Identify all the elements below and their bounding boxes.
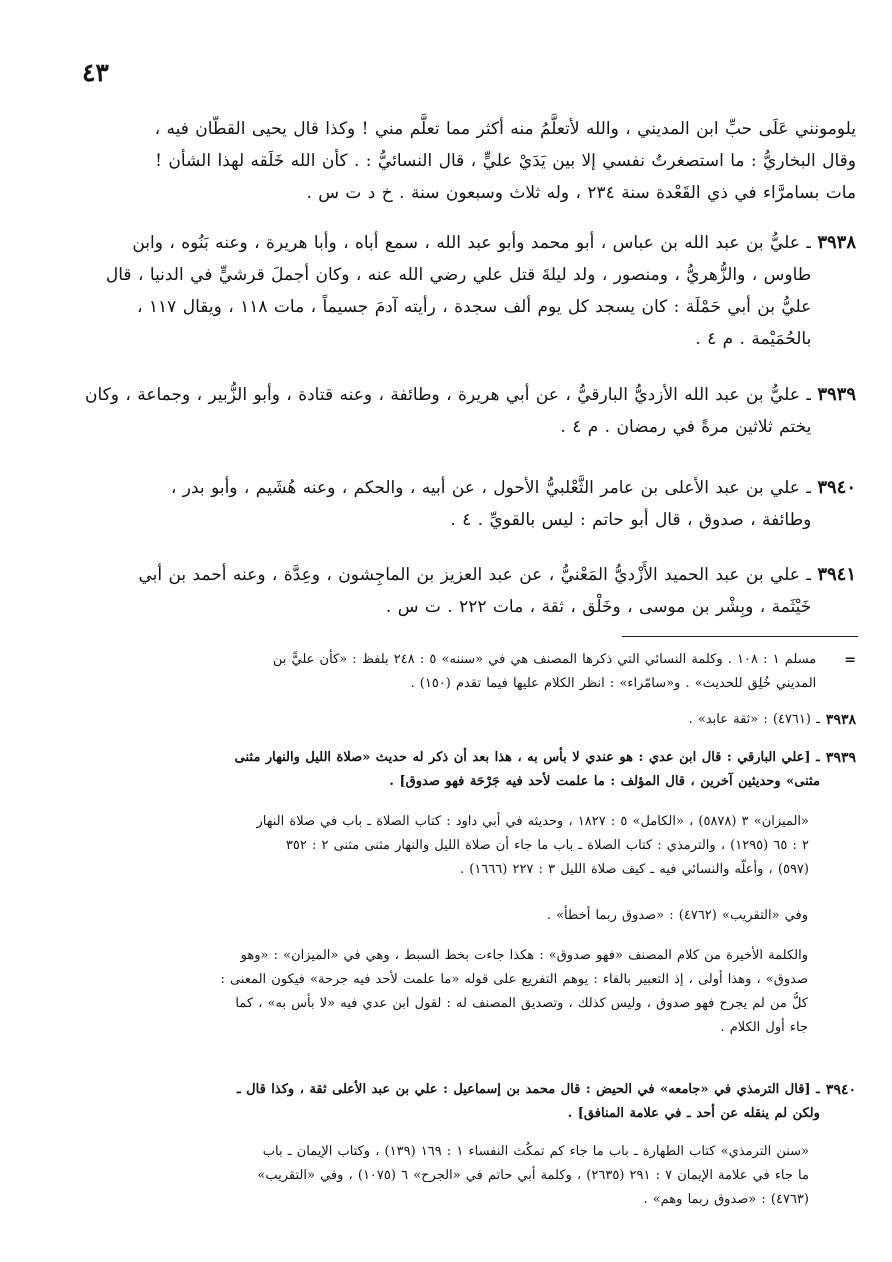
footnote-3939-para2 xyxy=(84,904,856,928)
text-line: طاوس ، والزُّهريُّ ، ومنصور ، ولد ليلةَ قتل علي رضي الله عنه ، وكان أجملَ قرشيٍّ في الدنيا ، قال xyxy=(105,265,812,285)
text-line: خَيْثَمة ، وبِشْر بن موسى ، وخَلْق ، ثقة ، مات ٢٢٢ . ت س . xyxy=(385,597,812,617)
text-line: والكلمة الأخيرة من كلام المصنف «فهو صدوق» : هكذا جاءت بخط السبط ، وهي في «الميزان» : «وهو xyxy=(240,948,808,963)
text-line: عليُّ بن أبي حَمْلَة : كان يسجد كل يوم ألف سجدة ، رأيته آدمَ جسيماً ، مات ١١٨ ، ويقال ١١٧ ، xyxy=(137,297,812,317)
text-line: ولكن لم ينقله عن أحد ـ في علامة المنافق] . xyxy=(567,1106,820,1121)
text-line: يلومونني عَلَى حبِّ ابن المديني ، والله لأتعلَّمُ منه أكثر مما تعلَّم مني ! وكذا قال يحيى القطّان فيه ، xyxy=(154,119,856,139)
text-line: صدوق» ، وهذا أولى ، إذ التعبير بالفاء : يوهم التفريع على قوله «ما علمت لأحد فيه جرحة» فيكون المعنى : xyxy=(220,972,808,987)
text-line: ما جاء في علامة الإيمان ٧ : ٢٩١ (٢٦٣٥) ، وكلمة أبي حاتم في «الجرح» ٦ (١٠٧٥) ، وفي «التقريب» xyxy=(257,1168,809,1183)
entry-number: ٣٩٣٨ xyxy=(817,232,856,253)
text-line: كلُّ من لم يجرح فهو صدوق ، وليس كذلك ، وتصديق المصنف له : لقول ابن عدي فيه «لا بأس به» ، كما xyxy=(235,996,808,1011)
footnote-3939-para1 xyxy=(84,810,856,882)
text-line: مات بسامرَّاء في ذي القَعْدة سنة ٢٣٤ ، وله ثلاث وسبعون سنة . خ د ت س . xyxy=(306,183,856,203)
footnote-3939-heading xyxy=(84,746,856,794)
text-line: ـ عليُّ بن عبد الله الأزديُّ البارقيُّ ، عن أبي هريرة ، وطائفة ، وعنه قتادة ، وأبو الزُّبير ، وجماعة ، وكان xyxy=(84,385,812,405)
entry-body xyxy=(84,472,811,536)
continuation-marker: = xyxy=(844,652,856,668)
footnote-heading xyxy=(84,746,820,794)
footnote-body xyxy=(84,708,820,732)
text-line: جاء أول الكلام . xyxy=(720,1020,808,1035)
entry-body xyxy=(84,559,811,623)
text-line: ـ [علي البارقي : قال ابن عدي : هو عندي لا بأس به ، هذا بعد أن ذكر له حديث «صلاة الليل والنهار مثنى xyxy=(234,750,820,765)
text-line: (٤٧٦٣) : «صدوق ربما وهم» . xyxy=(643,1192,809,1207)
footnote-separator xyxy=(622,636,858,637)
text-line: ـ (٤٧٦١) : «ثقة عابد» . xyxy=(688,712,820,727)
entry-number: ٣٩٣٩ xyxy=(817,384,856,405)
footnote-heading xyxy=(84,1078,820,1126)
text-line: وفي «التقريب» (٤٧٦٢) : «صدوق ربما أخطأ» . xyxy=(546,908,808,923)
footnote-3940-heading xyxy=(84,1078,856,1126)
entry-number: ٣٩٤١ xyxy=(817,564,856,585)
text-line: ـ علي بن عبد الأعلى بن عامر الثَّعْلبيُّ الأحول ، عن أبيه ، والحكم ، وعنه هُشَيم ، وأبو بدر ، xyxy=(170,478,812,498)
entry-3940 xyxy=(84,472,856,536)
entry-3939 xyxy=(84,379,856,443)
footnote-3940-para1 xyxy=(84,1140,856,1212)
text-line: ـ عليُّ بن عبد الله بن عباس ، أبو محمد وأبو عبد الله ، سمع أباه ، وأبا هريرة ، وعنه بَنُوه ، وابن xyxy=(132,233,812,253)
entry-body xyxy=(84,227,811,355)
text-line: ـ علي بن عبد الحميد الأَزْديُّ المَعْنيُّ ، عن عبد العزيز بن الماجِشون ، وعِدَّة ، وعنه أحمد بن أبي xyxy=(138,565,812,585)
footnote-number: ٣٩٣٨ xyxy=(825,712,856,728)
entry-body xyxy=(84,379,811,443)
text-line: بالحُمَيْمة . م ٤ . xyxy=(695,329,812,349)
text-line: «الميزان» ٣ (٥٨٧٨) ، «الكامل» ٥ : ١٨٢٧ ، وحديثه في أبي داود : كتاب الصلاة ـ باب في صلاة النهار xyxy=(256,814,809,829)
text-line: وقال البخاريُّ : ما استصغرتُ نفسي إلا بين يَدَيْ عليٍّ ، قال النسائيُّ : . كأن الله خَلَقه لهذا الشأن ! xyxy=(155,151,856,171)
footnote-body xyxy=(84,648,816,696)
text-line: مسلم ١ : ١٠٨ . وكلمة النسائي التي ذكرها المصنف هي في «سننه» ٥ : ٢٤٨ بلفظ : «كأن عليًّ بن xyxy=(272,652,817,667)
intro-paragraph xyxy=(84,113,856,209)
text-line: ٢ : ٦٥ (١٢٩٥) ، والترمذي : كتاب الصلاة ـ باب ما جاء أن صلاة الليل والنهار مثنى مثنى ٢ : ٣٥٢ xyxy=(285,838,809,853)
text-line: مثنى» وحديثين آخرين ، قال المؤلف : ما علمت لأحد فيه جَرْحَة فهو صدوق] . xyxy=(389,774,820,789)
text-line: وطائفة ، صدوق ، قال أبو حاتم : ليس بالقويِّ . ٤ . xyxy=(450,510,812,530)
footnote-continuation xyxy=(84,648,856,696)
text-line: (٥٩٧) ، وأعلّه والنسائي فيه ـ كيف صلاة الليل ٣ : ٢٢٧ (١٦٦٦) . xyxy=(459,862,809,877)
footnote-number: ٣٩٤٠ xyxy=(825,1082,856,1098)
text-line: ـ [قال الترمذي في «جامعه» في الحيض : قال محمد بن إسماعيل : علي بن عبد الأعلى ثقة ، وكذا قال ـ xyxy=(236,1082,820,1097)
footnote-3939-para3 xyxy=(84,944,856,1040)
entry-3941 xyxy=(84,559,856,623)
entry-number: ٣٩٤٠ xyxy=(817,477,856,498)
footnote-3938 xyxy=(84,708,856,732)
text-line: «سنن الترمذي» كتاب الطهارة ـ باب ما جاء كم تمكُث النفساء ١ : ١٦٩ (١٣٩) ، وكتاب الإيمان ـ باب xyxy=(262,1144,809,1159)
footnote-number: ٣٩٣٩ xyxy=(825,750,856,766)
text-line: يختم ثلاثين مرةً في رمضان . م ٤ . xyxy=(560,417,812,437)
entry-3938 xyxy=(84,227,856,355)
text-line: المديني خُلِق للحديث» . و«سامّراء» : انظر الكلام عليها فيما تقدم (١٥٠) . xyxy=(410,676,817,691)
page-number: ٤٣ xyxy=(82,58,109,87)
